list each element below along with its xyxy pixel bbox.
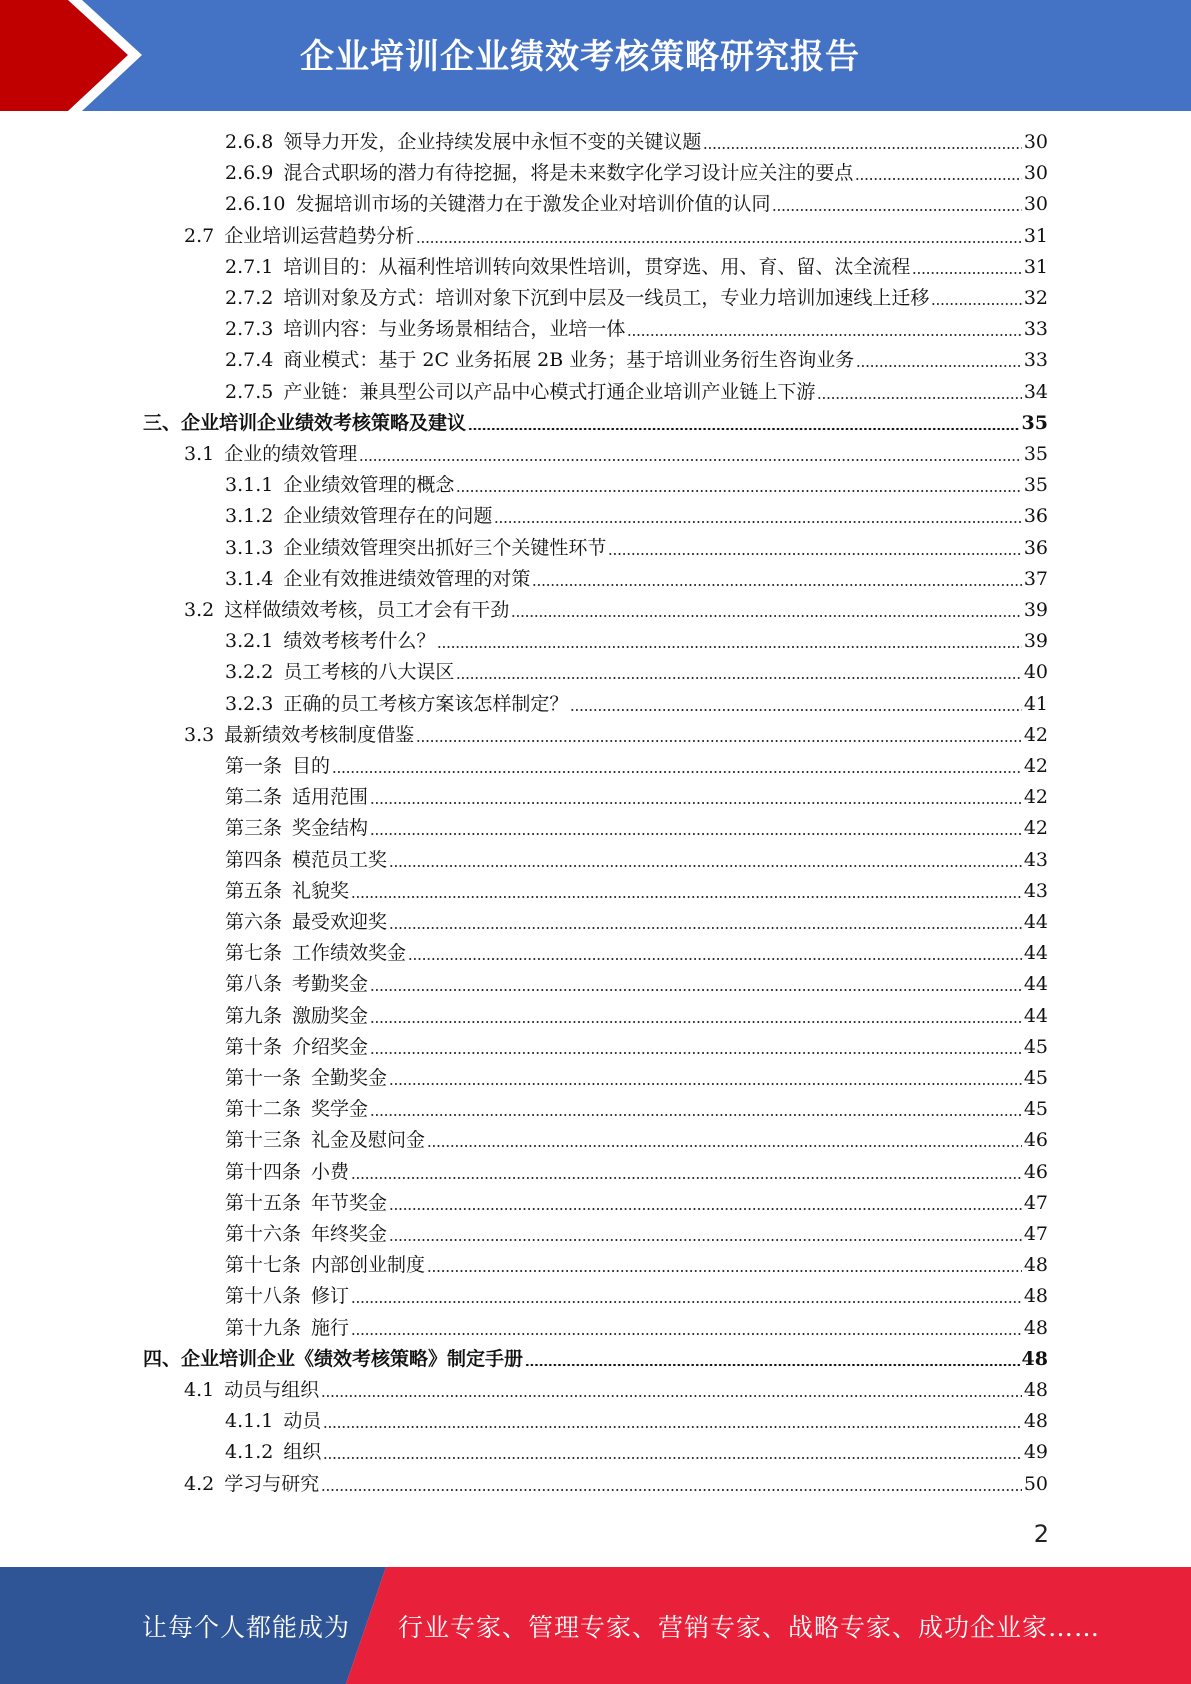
toc-entry-number: 第二条 bbox=[225, 786, 283, 809]
toc-entry-title: 企业的绩效管理 bbox=[224, 443, 358, 465]
toc-entry-number: 2.6.8 bbox=[225, 131, 274, 153]
toc-entry-page: 36 bbox=[1023, 505, 1048, 528]
toc-entry-page: 48 bbox=[1023, 1254, 1048, 1277]
toc-entry[interactable] bbox=[225, 1437, 1048, 1468]
toc-entry-page: 39 bbox=[1023, 630, 1048, 653]
toc-dot-leader bbox=[351, 1301, 1022, 1303]
toc-entry-page: 44 bbox=[1023, 911, 1048, 933]
toc-entry[interactable] bbox=[225, 345, 1048, 376]
toc-dot-leader bbox=[370, 1052, 1022, 1054]
toc-dot-leader bbox=[627, 334, 1021, 336]
toc-entry[interactable] bbox=[225, 158, 1048, 189]
toc-entry[interactable] bbox=[225, 470, 1048, 501]
toc-entry[interactable] bbox=[225, 1281, 1048, 1312]
toc-entry-page: 31 bbox=[1023, 255, 1048, 278]
toc-entry-page: 44 bbox=[1023, 1004, 1048, 1027]
toc-entry-number: 第十七条 bbox=[225, 1254, 302, 1277]
toc-entry[interactable] bbox=[184, 221, 1048, 252]
toc-entry-number: 第十三条 bbox=[225, 1129, 302, 1152]
toc-entry-page: 33 bbox=[1023, 318, 1048, 341]
toc-entry[interactable] bbox=[225, 377, 1048, 408]
toc-entry[interactable] bbox=[225, 1157, 1048, 1188]
toc-entry[interactable] bbox=[225, 689, 1048, 720]
toc-dot-leader bbox=[703, 147, 1021, 149]
toc-entry-page: 30 bbox=[1023, 162, 1048, 185]
toc-dot-leader bbox=[437, 646, 1021, 648]
toc-entry-title: 年节奖金 bbox=[311, 1191, 388, 1214]
toc-entry-number: 3.2.3 bbox=[225, 692, 274, 715]
toc-entry-page: 40 bbox=[1023, 661, 1048, 684]
toc-dot-leader bbox=[370, 989, 1022, 991]
toc-entry-title: 这样做绩效考核，员工才会有干劲 bbox=[224, 599, 510, 621]
toc-dot-leader bbox=[855, 178, 1021, 180]
toc-entry[interactable] bbox=[225, 1406, 1048, 1437]
toc-entry-number: 3.2.2 bbox=[225, 661, 274, 684]
toc-entry-page: 42 bbox=[1023, 755, 1048, 777]
toc-entry-number: 第十四条 bbox=[225, 1160, 302, 1183]
toc-entry-number: 3.1.4 bbox=[225, 567, 274, 590]
toc-entry-title: 奖学金 bbox=[311, 1098, 369, 1121]
toc-entry[interactable] bbox=[225, 1094, 1048, 1125]
toc-entry-title: 内部创业制度 bbox=[311, 1254, 426, 1277]
toc-entry[interactable] bbox=[225, 751, 1048, 782]
toc-entry-page: 48 bbox=[1023, 1379, 1048, 1401]
toc-dot-leader bbox=[817, 397, 1021, 399]
toc-dot-leader bbox=[570, 709, 1021, 711]
toc-entry-title: 商业模式：基于 2C 业务拓展 2B 业务；基于培训业务衍生咨询业务 bbox=[283, 349, 855, 372]
toc-entry-page: 48 bbox=[1023, 1285, 1048, 1308]
toc-entry-page: 43 bbox=[1023, 879, 1048, 902]
toc-dot-leader bbox=[389, 1208, 1022, 1210]
toc-entry-number: 第五条 bbox=[225, 879, 283, 902]
toc-entry-title: 全勤奖金 bbox=[311, 1067, 388, 1089]
toc-entry[interactable] bbox=[225, 127, 1048, 158]
toc-entry-number: 第八条 bbox=[225, 973, 283, 996]
toc-entry-title: 正确的员工考核方案该怎样制定？ bbox=[283, 692, 569, 715]
toc-dot-leader bbox=[321, 1489, 1022, 1491]
toc-entry-title: 修订 bbox=[311, 1285, 350, 1308]
toc-entry-page: 48 bbox=[1021, 1347, 1048, 1370]
toc-entry-title: 最受欢迎奖 bbox=[292, 911, 388, 933]
toc-dot-leader bbox=[351, 1333, 1022, 1335]
toc-entry-page: 35 bbox=[1021, 411, 1048, 434]
toc-entry[interactable] bbox=[184, 1375, 1048, 1406]
toc-entry-page: 34 bbox=[1023, 380, 1048, 403]
toc-dot-leader bbox=[608, 553, 1021, 555]
toc-entry-number: 第十九条 bbox=[225, 1316, 302, 1339]
page-number: 2 bbox=[1033, 1520, 1049, 1548]
toc-entry-title: 培训目的：从福利性培训转向效果性培训，贯穿选、用、育、留、汰全流程 bbox=[283, 255, 911, 278]
toc-entry-number: 四、 bbox=[143, 1347, 182, 1370]
toc-entry-number: 第十二条 bbox=[225, 1098, 302, 1121]
toc-entry[interactable] bbox=[184, 439, 1048, 470]
toc-entry-number: 3.2 bbox=[184, 599, 215, 621]
toc-dot-leader bbox=[389, 927, 1022, 929]
toc-entry-number: 2.7.1 bbox=[225, 255, 274, 278]
toc-entry-number: 2.7.4 bbox=[225, 349, 274, 372]
toc-entry-title: 施行 bbox=[311, 1316, 350, 1339]
toc-dot-leader bbox=[468, 428, 1020, 430]
toc-dot-leader bbox=[856, 365, 1022, 367]
toc-entry[interactable] bbox=[225, 189, 1048, 220]
toc-entry[interactable] bbox=[143, 1344, 1048, 1375]
toc-dot-leader bbox=[359, 459, 1022, 461]
toc-entry-page: 50 bbox=[1023, 1472, 1048, 1495]
toc-dot-leader bbox=[532, 584, 1021, 586]
toc-entry[interactable] bbox=[225, 252, 1048, 283]
toc-dot-leader bbox=[772, 209, 1021, 211]
toc-entry-title: 企业培训运营趋势分析 bbox=[224, 224, 415, 247]
toc-entry[interactable] bbox=[225, 1032, 1048, 1063]
toc-entry-number: 2.7.5 bbox=[225, 380, 274, 403]
toc-entry-number: 3.2.1 bbox=[225, 630, 274, 653]
document-title: 企业培训企业绩效考核策略研究报告 bbox=[300, 36, 860, 77]
toc-dot-leader bbox=[525, 1364, 1020, 1366]
toc-entry-page: 46 bbox=[1023, 1129, 1048, 1152]
toc-entry-page: 39 bbox=[1023, 599, 1048, 621]
toc-entry-page: 35 bbox=[1023, 474, 1048, 497]
toc-entry-page: 44 bbox=[1023, 942, 1048, 965]
toc-entry[interactable] bbox=[225, 1250, 1048, 1281]
toc-dot-leader bbox=[931, 303, 1021, 305]
toc-entry-number: 2.6.10 bbox=[225, 193, 286, 216]
toc-entry-page: 48 bbox=[1023, 1410, 1048, 1433]
toc-entry-title: 混合式职场的潜力有待挖掘，将是未来数字化学习设计应关注的要点 bbox=[283, 162, 854, 185]
toc-entry[interactable] bbox=[225, 845, 1048, 876]
toc-entry-number: 4.1.1 bbox=[225, 1410, 274, 1433]
toc-entry-number: 2.7 bbox=[184, 224, 215, 247]
toc-dot-leader bbox=[332, 771, 1022, 773]
toc-entry-number: 3.1 bbox=[184, 443, 215, 465]
toc-entry-page: 36 bbox=[1023, 536, 1048, 559]
toc-entry-page: 33 bbox=[1023, 349, 1048, 372]
header-arrow-decoration bbox=[0, 0, 160, 111]
toc-entry-title: 领导力开发，企业持续发展中永恒不变的关键议题 bbox=[283, 131, 702, 153]
toc-entry[interactable] bbox=[184, 1469, 1048, 1500]
toc-dot-leader bbox=[323, 1457, 1021, 1459]
toc-entry-title: 模范员工奖 bbox=[292, 848, 388, 871]
toc-entry-page: 42 bbox=[1023, 786, 1048, 809]
toc-entry-title: 培训对象及方式：培训对象下沉到中层及一线员工，专业力培训加速线上迁移 bbox=[283, 287, 930, 309]
toc-entry-title: 礼金及慰问金 bbox=[311, 1129, 426, 1152]
toc-entry[interactable] bbox=[225, 813, 1048, 844]
toc-entry-title: 产业链：兼具型公司以产品中心模式打通企业培训产业链上下游 bbox=[283, 380, 816, 403]
toc-entry-title: 最新绩效考核制度借鉴 bbox=[224, 723, 415, 746]
toc-entry-title: 考勤奖金 bbox=[292, 973, 369, 996]
toc-entry[interactable] bbox=[225, 782, 1048, 813]
toc-entry-number: 第十八条 bbox=[225, 1285, 302, 1308]
toc-entry-number: 第十六条 bbox=[225, 1223, 302, 1245]
toc-entry[interactable] bbox=[225, 1219, 1048, 1250]
toc-dot-leader bbox=[456, 490, 1021, 492]
toc-entry-page: 42 bbox=[1023, 723, 1048, 746]
toc-dot-leader bbox=[323, 1426, 1021, 1428]
toc-entry-page: 31 bbox=[1023, 224, 1048, 247]
page-header bbox=[0, 0, 1191, 111]
toc-entry-title: 目的 bbox=[292, 755, 331, 777]
toc-entry-title: 小费 bbox=[311, 1160, 350, 1183]
toc-dot-leader bbox=[389, 865, 1022, 867]
toc-entry-page: 30 bbox=[1023, 193, 1048, 216]
toc-dot-leader bbox=[389, 1083, 1022, 1085]
toc-entry-number: 3.1.2 bbox=[225, 505, 274, 528]
toc-dot-leader bbox=[389, 1239, 1022, 1241]
toc-dot-leader bbox=[416, 241, 1022, 243]
toc-entry-page: 47 bbox=[1023, 1191, 1048, 1214]
toc-entry-title: 企业绩效管理突出抓好三个关键性环节 bbox=[283, 536, 607, 559]
toc-entry[interactable] bbox=[225, 533, 1048, 564]
toc-entry-title: 企业绩效管理的概念 bbox=[283, 474, 455, 497]
toc-entry-number: 2.7.2 bbox=[225, 287, 274, 309]
toc-entry-page: 41 bbox=[1023, 692, 1048, 715]
footer-slogan-left: 让每个人都能成为 bbox=[142, 1612, 351, 1642]
footer-slogan-right: 行业专家、管理专家、营销专家、战略专家、成功企业家…… bbox=[398, 1612, 1101, 1642]
toc-entry[interactable] bbox=[225, 1001, 1048, 1032]
toc-entry[interactable] bbox=[225, 876, 1048, 907]
toc-entry-number: 4.1.2 bbox=[225, 1441, 274, 1464]
toc-entry-title: 工作绩效奖金 bbox=[292, 942, 407, 965]
toc-dot-leader bbox=[321, 1395, 1022, 1397]
toc-entry-page: 45 bbox=[1023, 1098, 1048, 1121]
toc-entry-number: 2.7.3 bbox=[225, 318, 274, 341]
toc-entry-page: 46 bbox=[1023, 1160, 1048, 1183]
toc-entry[interactable] bbox=[143, 408, 1048, 439]
toc-entry-number: 4.1 bbox=[184, 1379, 215, 1401]
toc-entry-number: 第十一条 bbox=[225, 1067, 302, 1089]
toc-entry-page: 49 bbox=[1023, 1441, 1048, 1464]
toc-entry-title: 适用范围 bbox=[292, 786, 369, 809]
toc-entry-page: 32 bbox=[1023, 287, 1048, 309]
toc-entry-number: 第十五条 bbox=[225, 1191, 302, 1214]
toc-entry-title: 礼貌奖 bbox=[292, 879, 350, 902]
toc-entry[interactable] bbox=[225, 564, 1048, 595]
toc-entry-number: 第十条 bbox=[225, 1035, 283, 1058]
toc-entry[interactable] bbox=[225, 1063, 1048, 1094]
toc-entry-title: 企业有效推进绩效管理的对策 bbox=[283, 567, 531, 590]
toc-dot-leader bbox=[912, 272, 1021, 274]
toc-dot-leader bbox=[370, 1021, 1022, 1023]
toc-dot-leader bbox=[351, 1177, 1022, 1179]
toc-entry[interactable] bbox=[225, 969, 1048, 1000]
toc-dot-leader bbox=[370, 1114, 1022, 1116]
toc-entry-title: 组织 bbox=[283, 1441, 322, 1464]
toc-entry-page: 48 bbox=[1023, 1316, 1048, 1339]
toc-entry[interactable] bbox=[225, 501, 1048, 532]
toc-entry[interactable] bbox=[225, 283, 1048, 314]
toc-entry-page: 35 bbox=[1023, 443, 1048, 465]
toc-entry-number: 第七条 bbox=[225, 942, 283, 965]
toc-entry-title: 企业培训企业《绩效考核策略》制定手册 bbox=[181, 1347, 524, 1370]
toc-entry-page: 42 bbox=[1023, 817, 1048, 840]
toc-dot-leader bbox=[427, 1145, 1022, 1147]
toc-entry-title: 动员与组织 bbox=[224, 1379, 320, 1401]
toc-dot-leader bbox=[456, 677, 1021, 679]
toc-entry-number: 3.1.1 bbox=[225, 474, 274, 497]
toc-entry-number: 第三条 bbox=[225, 817, 283, 840]
toc-entry-number: 3.3 bbox=[184, 723, 215, 746]
toc-dot-leader bbox=[351, 896, 1022, 898]
toc-entry-page: 45 bbox=[1023, 1067, 1048, 1089]
page-footer bbox=[0, 1567, 1191, 1684]
toc-entry-title: 企业绩效管理存在的问题 bbox=[283, 505, 493, 528]
toc-entry-page: 43 bbox=[1023, 848, 1048, 871]
toc-dot-leader bbox=[416, 740, 1022, 742]
toc-entry-title: 激励奖金 bbox=[292, 1004, 369, 1027]
toc-entry-number: 2.6.9 bbox=[225, 162, 274, 185]
toc-entry-page: 47 bbox=[1023, 1223, 1048, 1245]
toc-dot-leader bbox=[427, 1270, 1022, 1272]
toc-entry[interactable] bbox=[225, 1125, 1048, 1156]
toc-entry-number: 第九条 bbox=[225, 1004, 283, 1027]
toc-entry[interactable] bbox=[225, 907, 1048, 938]
toc-entry-number: 第一条 bbox=[225, 755, 283, 777]
toc-entry-number: 第六条 bbox=[225, 911, 283, 933]
toc-entry[interactable] bbox=[184, 720, 1048, 751]
toc-entry-title: 学习与研究 bbox=[224, 1472, 320, 1495]
toc-entry-title: 绩效考核考什么？ bbox=[283, 630, 436, 653]
toc-entry-page: 37 bbox=[1023, 567, 1048, 590]
toc-entry[interactable] bbox=[184, 595, 1048, 626]
toc-entry-page: 44 bbox=[1023, 973, 1048, 996]
toc-dot-leader bbox=[408, 958, 1022, 960]
toc-entry-page: 45 bbox=[1023, 1035, 1048, 1058]
toc-entry[interactable] bbox=[225, 1188, 1048, 1219]
toc-dot-leader bbox=[370, 833, 1022, 835]
toc-entry-title: 年终奖金 bbox=[311, 1223, 388, 1245]
toc-dot-leader bbox=[494, 521, 1021, 523]
toc-entry-title: 动员 bbox=[283, 1410, 322, 1433]
toc-entry-title: 员工考核的八大误区 bbox=[283, 661, 455, 684]
toc-entry-title: 介绍奖金 bbox=[292, 1035, 369, 1058]
toc-entry[interactable] bbox=[225, 314, 1048, 345]
toc-entry[interactable] bbox=[225, 1313, 1048, 1344]
toc-entry-title: 培训内容：与业务场景相结合，业培一体 bbox=[283, 318, 626, 341]
toc-entry-page: 30 bbox=[1023, 131, 1048, 153]
toc-dot-leader bbox=[511, 615, 1022, 617]
toc-entry-title: 发掘培训市场的关键潜力在于激发企业对培训价值的认同 bbox=[295, 193, 771, 216]
toc-entry-number: 第四条 bbox=[225, 848, 283, 871]
toc-entry-number: 4.2 bbox=[184, 1472, 215, 1495]
toc-entry[interactable] bbox=[225, 626, 1048, 657]
toc-entry-title: 奖金结构 bbox=[292, 817, 369, 840]
toc-entry[interactable] bbox=[225, 938, 1048, 969]
toc-entry-number: 三、 bbox=[143, 411, 182, 434]
toc-dot-leader bbox=[370, 802, 1022, 804]
toc-entry[interactable] bbox=[225, 657, 1048, 688]
toc-entry-number: 3.1.3 bbox=[225, 536, 274, 559]
toc-entry-title: 企业培训企业绩效考核策略及建议 bbox=[181, 411, 467, 434]
